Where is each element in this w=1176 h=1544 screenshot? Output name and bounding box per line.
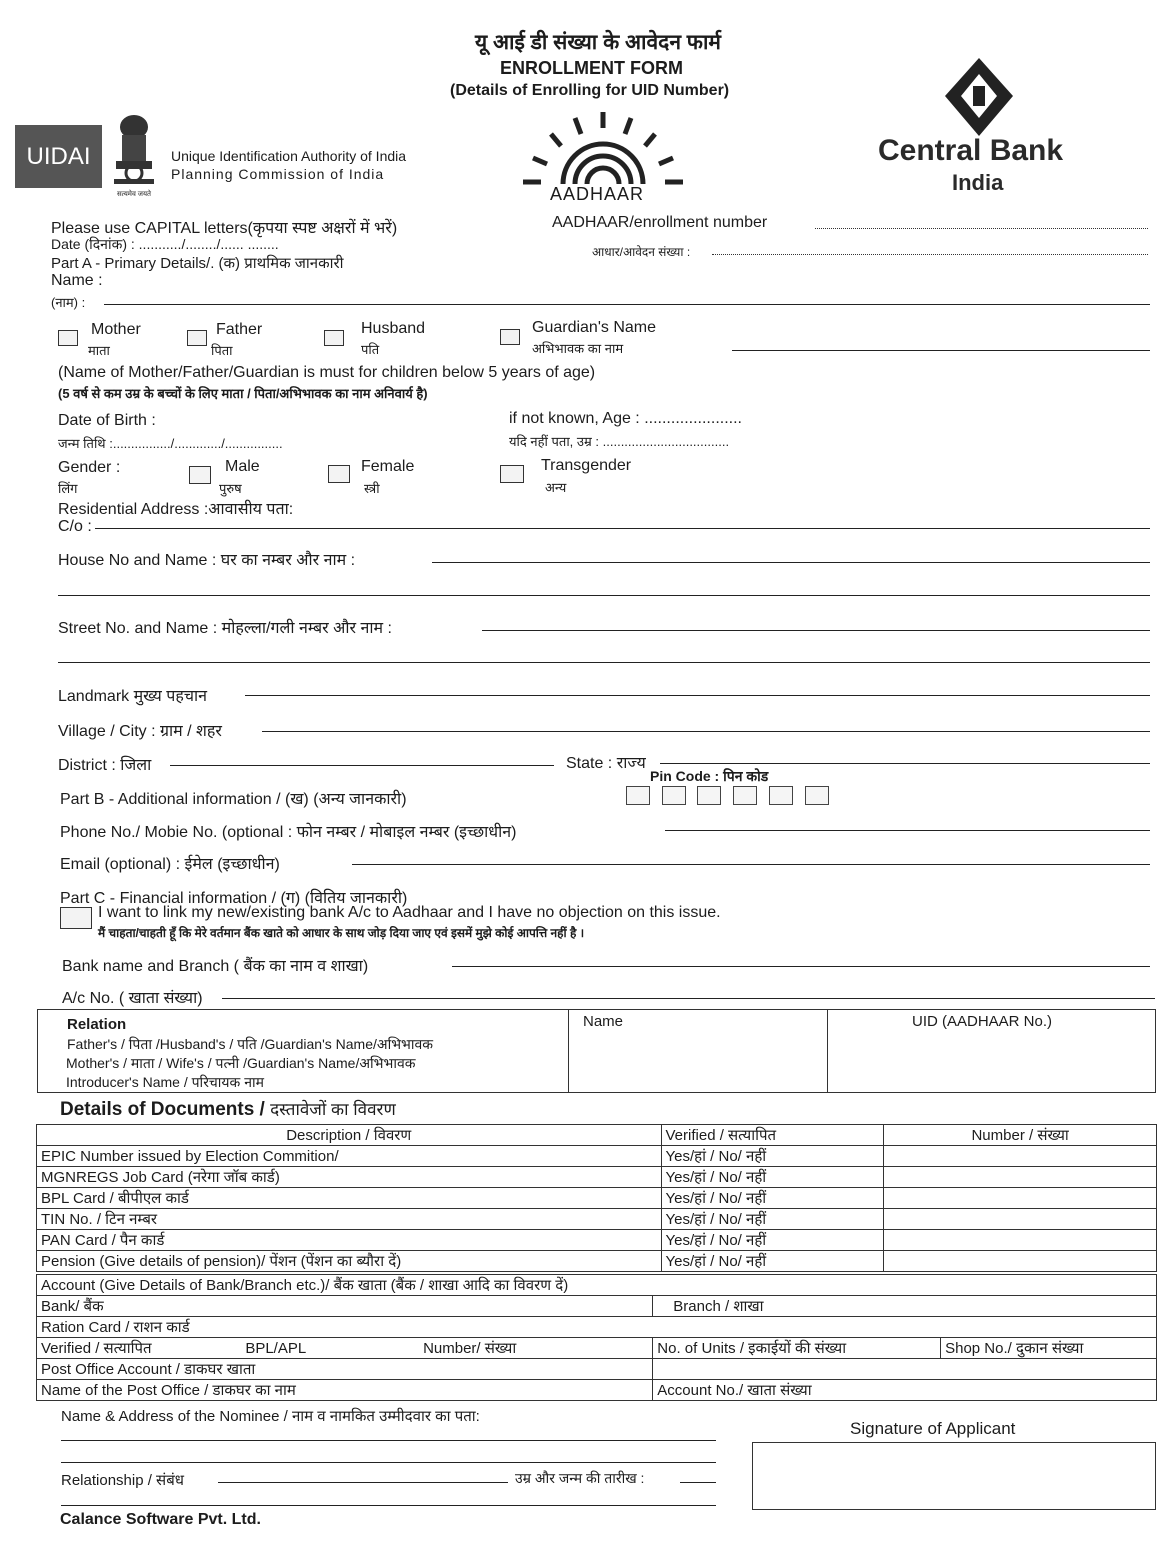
name-label: Name : [51, 272, 103, 289]
house-input[interactable] [432, 562, 1150, 563]
ration-card-row: Ration Card / राशन कार्ड [37, 1317, 1157, 1338]
father-option-label-hi: पिता [211, 343, 233, 358]
email-input[interactable] [352, 864, 1150, 865]
account-number-label: A/c No. ( खाता संख्या) [62, 990, 203, 1007]
post-office-name-cell[interactable]: Name of the Post Office / डाकघर का नाम [37, 1380, 653, 1401]
male-option-label-hi: पुरुष [219, 481, 242, 496]
units-cell[interactable]: No. of Units / इकाईयों की संख्या [653, 1338, 941, 1359]
nominee-input-line2[interactable] [61, 1462, 716, 1463]
pin-digit-1[interactable] [626, 786, 650, 805]
documents-table [36, 1124, 1157, 1272]
documents-heading [60, 1097, 396, 1121]
husband-option-label: Husband [361, 320, 426, 337]
signature-box[interactable] [752, 1442, 1156, 1510]
documents-table-lower [36, 1274, 1157, 1401]
transgender-checkbox[interactable] [500, 465, 524, 483]
doc-description: TIN No. / टिन नम्बर [37, 1209, 662, 1230]
date-field[interactable]: Date (दिनांक) : .........../......../...... ........ [51, 236, 279, 252]
relationship-input[interactable] [218, 1482, 508, 1483]
number-column-header: Number / संख्या [884, 1125, 1157, 1146]
doc-description: Pension (Give details of pension)/ पेंशन (पेंशन का ब्यौरा दें) [37, 1251, 662, 1272]
description-column-header: Description / विवरण [37, 1125, 662, 1146]
bank-link-consent-text-hi: मैं चाहता/चाहती हूँ कि मेरे वर्तमान बैंक खाते को आधार के साथ जोड़ दिया जाए एवं इसमें मुझे कोई आपत्ति नहीं है । [98, 926, 585, 940]
aadhaar-logo [515, 108, 690, 206]
bank-country: India [952, 170, 1004, 195]
name-label-hi: (नाम) : [51, 295, 86, 310]
female-option-label-hi: स्त्री [364, 481, 380, 496]
house-input-line2[interactable] [58, 595, 1150, 596]
table-row [37, 1167, 1157, 1188]
capital-letters-note: Please use CAPITAL letters(कृपया स्पष्ट अक्षरों में भरें) [51, 220, 398, 237]
husband-option-label-hi: पति [361, 342, 380, 357]
father-option-label: Father [216, 321, 263, 338]
doc-number-cell[interactable] [884, 1209, 1157, 1230]
nominee-label: Name & Address of the Nominee / नाम व नामकित उम्मीदवार का पता: [61, 1408, 480, 1425]
landmark-label: Landmark मुख्य पहचान [58, 688, 208, 705]
aadhaar-logo-text: AADHAAR [550, 184, 645, 204]
relation-line-3: Introducer's Name / परिचायक नाम [66, 1074, 264, 1090]
street-label: Street No. and Name : मोहल्ला/गली नम्बर और नाम : [58, 620, 392, 637]
aadhaar-number-input-hi[interactable] [712, 254, 1148, 255]
bpl-apl-cell[interactable]: BPL/APL [241, 1338, 419, 1359]
relation-line-2: Mother's / माता / Wife's / पत्नी /Guardian's Name/अभिभावक [66, 1055, 416, 1071]
doc-number-cell[interactable] [884, 1146, 1157, 1167]
gender-label-hi: लिंग [58, 481, 78, 496]
state-input[interactable] [660, 763, 1150, 764]
male-checkbox[interactable] [189, 466, 211, 484]
table-row [37, 1146, 1157, 1167]
village-city-label: Village / City : ग्राम / शहर [58, 723, 222, 740]
district-label: District : जिला [58, 757, 152, 774]
bank-name: Central Bank [878, 134, 1064, 167]
form-title: ENROLLMENT FORM [500, 58, 683, 78]
table-row [37, 1209, 1157, 1230]
central-bank-logo-icon [943, 56, 1015, 138]
pin-digit-3[interactable] [697, 786, 721, 805]
branch-cell[interactable]: Branch / शाखा [653, 1296, 1157, 1317]
authority-name: Unique Identification Authority of India [171, 148, 407, 164]
ration-number-cell[interactable]: Number/ संख्या [419, 1338, 653, 1359]
female-option-label: Female [361, 458, 415, 475]
relationship-label: Relationship / संबंध [61, 1472, 184, 1489]
part-a-heading: Part A - Primary Details/. (क) प्राथमिक जानकारी [51, 255, 344, 272]
street-input-line2[interactable] [58, 662, 1150, 663]
pin-digit-2[interactable] [662, 786, 686, 805]
account-details-row: Account (Give Details of Bank/Branch etc.)/ बैंक खाता (बैंक / शाखा आदि का विवरण दें) [37, 1275, 1157, 1296]
uidai-badge: UIDAI [15, 125, 102, 188]
doc-verified[interactable]: Yes/हां / No/ नहीं [661, 1188, 884, 1209]
verified-column-header: Verified / सत्यापित [661, 1125, 884, 1146]
guardian-option-label-hi: अभिभावक का नाम [532, 341, 624, 356]
age-field-hi[interactable]: यदि नहीं पता, उम्र : ................................... [509, 434, 730, 449]
emblem-icon [108, 113, 160, 198]
doc-verified[interactable]: Yes/हां / No/ नहीं [661, 1251, 884, 1272]
mother-option-label-hi: माता [88, 343, 110, 358]
doc-description: BPL Card / बीपीएल कार्ड [37, 1188, 662, 1209]
company-credit: Calance Software Pvt. Ltd. [60, 1511, 261, 1528]
residential-address-heading: Residential Address :आवासीय पता: [58, 501, 294, 518]
child-guardian-note-hi: (5 वर्ष से कम उम्र के बच्चों के लिए माता / पिता/अभिभावक का नाम अनिवार्य है) [58, 386, 428, 401]
house-label: House No and Name : घर का नम्बर और नाम : [58, 552, 356, 569]
signature-label: Signature of Applicant [850, 1419, 1016, 1438]
pin-digit-4[interactable] [733, 786, 757, 805]
doc-verified[interactable]: Yes/हां / No/ नहीं [661, 1167, 884, 1188]
footer-divider [61, 1505, 716, 1506]
aadhaar-number-label-hi: आधार/आवेदन संख्या : [592, 245, 691, 259]
doc-verified[interactable]: Yes/हां / No/ नहीं [661, 1209, 884, 1230]
district-input[interactable] [170, 765, 554, 766]
mother-checkbox[interactable] [58, 330, 78, 346]
age-label[interactable]: if not known, Age : ...................... [509, 410, 742, 427]
guardian-name-input[interactable] [732, 350, 1150, 351]
gender-label: Gender : [58, 459, 121, 476]
guardian-checkbox[interactable] [500, 329, 520, 345]
shop-number-cell[interactable]: Shop No./ दुकान संख्या [941, 1338, 1157, 1359]
bank-branch-label: Bank name and Branch ( बैंक का नाम व शाखा) [62, 958, 369, 975]
doc-number-cell[interactable] [884, 1188, 1157, 1209]
relation-heading: Relation [67, 1016, 127, 1033]
table-row [37, 1188, 1157, 1209]
form-subtitle: (Details of Enrolling for UID Number) [450, 82, 730, 99]
female-checkbox[interactable] [328, 465, 350, 483]
age-dob-input[interactable] [680, 1482, 716, 1483]
phone-input[interactable] [665, 830, 1150, 831]
bank-branch-input[interactable] [452, 966, 1150, 967]
part-b-heading: Part B - Additional information / (ख) (अन्य जानकारी) [60, 791, 407, 808]
bank-link-consent-text: I want to link my new/existing bank A/c to Aadhaar and I have no objection on this issue. [98, 904, 721, 921]
doc-description: EPIC Number issued by Election Commition/ [37, 1146, 662, 1167]
father-checkbox[interactable] [187, 330, 207, 346]
emblem-caption: सत्यमेव जयते [116, 191, 152, 198]
village-city-input[interactable] [262, 731, 1150, 732]
mother-option-label: Mother [91, 321, 141, 338]
transgender-option-label-hi: अन्य [545, 480, 567, 495]
husband-checkbox[interactable] [324, 330, 344, 346]
account-number-input[interactable] [222, 998, 1155, 999]
post-office-account-cell: Post Office Account / डाकघर खाता [37, 1359, 653, 1380]
dob-field[interactable]: जन्म तिथि :................/............./................ [58, 436, 283, 451]
post-office-account-no-cell[interactable]: Account No./ खाता संख्या [653, 1380, 1157, 1401]
documents-header-row [37, 1125, 1157, 1146]
child-guardian-note: (Name of Mother/Father/Guardian is must for children below 5 years of age) [58, 364, 596, 381]
doc-verified[interactable]: Yes/हां / No/ नहीं [661, 1146, 884, 1167]
relation-uid-column: UID (AADHAAR No.) [912, 1013, 1053, 1030]
ration-verified-cell[interactable]: Verified / सत्यापित [37, 1338, 242, 1359]
relation-name-column: Name [583, 1013, 624, 1030]
part-c-heading: Part C - Financial information / (ग) (वितिय जानकारी) [60, 890, 408, 907]
table-row [37, 1230, 1157, 1251]
doc-verified[interactable]: Yes/हां / No/ नहीं [661, 1230, 884, 1251]
bank-link-consent-checkbox[interactable] [60, 907, 92, 929]
landmark-input[interactable] [245, 695, 1150, 696]
table-row [37, 1296, 1157, 1317]
state-label: State : राज्य [566, 755, 646, 772]
table-row [37, 1317, 1157, 1338]
documents-heading-hi: दस्तावेजों का विवरण [270, 1100, 396, 1119]
doc-number-cell[interactable] [884, 1167, 1157, 1188]
guardian-option-label: Guardian's Name [532, 319, 656, 336]
post-office-account-value[interactable] [653, 1359, 1157, 1380]
name-input-line[interactable] [104, 304, 1150, 305]
care-of-input[interactable] [95, 528, 1150, 529]
street-input[interactable] [482, 630, 1150, 631]
fingerprint-sun-icon [515, 108, 690, 186]
doc-number-cell[interactable] [884, 1251, 1157, 1272]
pin-code-label: Pin Code : पिन कोड [650, 768, 769, 784]
relation-line-1: Father's / पिता /Husband's / पति /Guardian's Name/अभिभावक [67, 1036, 434, 1052]
age-dob-label: उम्र और जन्म की तारीख : [515, 1470, 645, 1486]
pin-digit-6[interactable] [805, 786, 829, 805]
bank-cell[interactable]: Bank/ बैंक [37, 1296, 653, 1317]
doc-number-cell[interactable] [884, 1230, 1157, 1251]
male-option-label: Male [225, 458, 260, 475]
aadhaar-number-input[interactable] [815, 228, 1148, 229]
table-row [37, 1359, 1157, 1380]
email-label: Email (optional) : ईमेल (इच्छाधीन) [60, 856, 280, 873]
table-row [37, 1275, 1157, 1296]
nominee-input-line1[interactable] [61, 1440, 716, 1441]
doc-description: MGNREGS Job Card (नरेगा जॉब कार्ड) [37, 1167, 662, 1188]
care-of-label: C/o : [58, 518, 92, 535]
hindi-form-title: यू आई डी संख्या के आवेदन फार्म [475, 31, 721, 54]
authority-commission: Planning Commission of India [171, 166, 385, 182]
documents-heading-en: Details of Documents / [60, 1099, 265, 1120]
pin-digit-5[interactable] [769, 786, 793, 805]
aadhaar-number-label: AADHAAR/enrollment number [552, 214, 768, 231]
doc-description: PAN Card / पैन कार्ड [37, 1230, 662, 1251]
table-row [37, 1338, 1157, 1359]
table-row [37, 1380, 1157, 1401]
transgender-option-label: Transgender [541, 457, 632, 474]
table-row [37, 1251, 1157, 1272]
phone-label: Phone No./ Mobie No. (optional : फोन नम्बर / मोबाइल नम्बर (इच्छाधीन) [60, 824, 517, 841]
dob-label: Date of Birth : [58, 412, 156, 429]
